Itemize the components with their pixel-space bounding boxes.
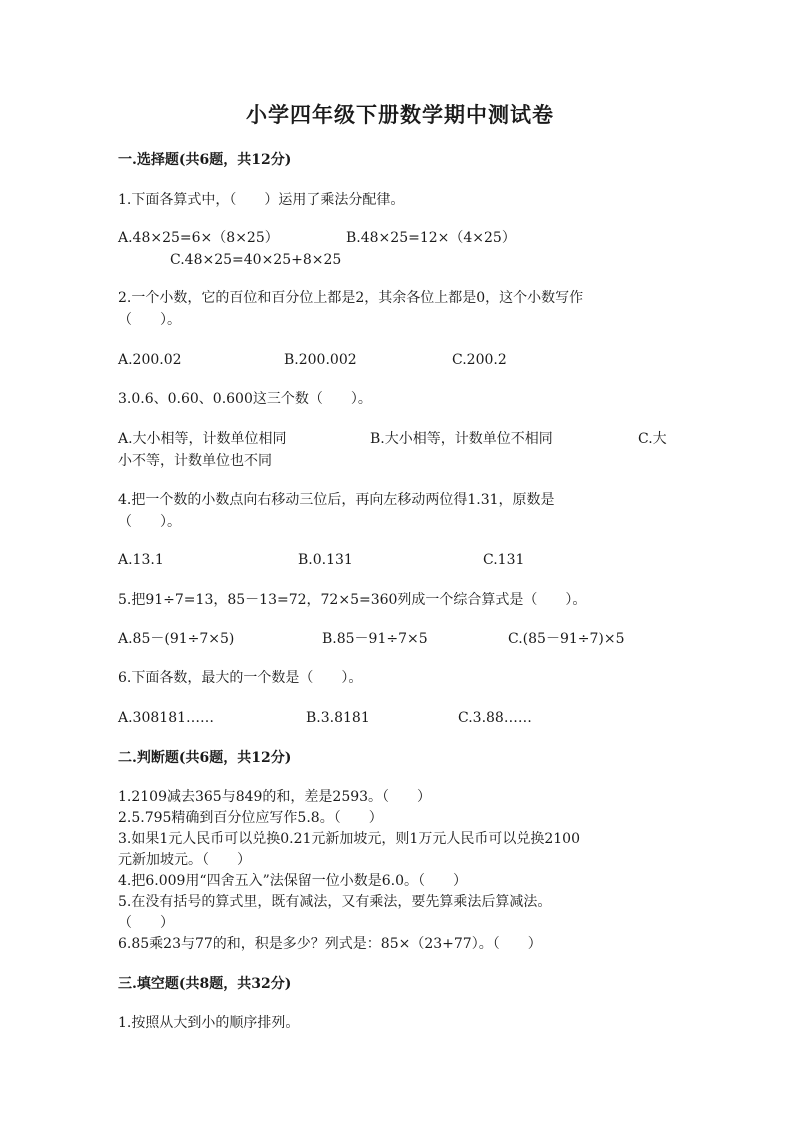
choice-q3-option-c: C.大 [638,431,667,447]
judge-q5-cont: （ ） [118,915,174,931]
choice-q4-option-c: C.131 [483,552,525,568]
choice-q5-option-b: B.85－91÷7×5 [322,631,428,647]
choice-q3-option-a: A.大小相等，计数单位相同 [118,431,287,447]
choice-q4-option-b: B.0.131 [298,552,353,568]
choice-q1-stem: 1.下面各算式中，（ ）运用了乘法分配律。 [118,192,405,208]
choice-q5-option-c: C.(85－91÷7)×5 [508,631,625,647]
judge-q3-cont: 元新加坡元。（ ） [118,852,251,868]
judge-q4: 4.把6.009用“四舍五入”法保留一位小数是6.0。（ ） [118,873,468,889]
choice-q3-option-b: B.大小相等，计数单位不相同 [370,431,553,447]
section-heading-choice: 一.选择题(共6题，共12分) [118,152,292,168]
section-heading-judge: 二.判断题(共6题，共12分) [118,750,292,766]
choice-q2-stem-cont: （ ）。 [118,312,181,328]
choice-q4-stem-cont: （ ）。 [118,514,181,530]
choice-q6-option-b: B.3.8181 [306,710,370,726]
choice-q4-option-a: A.13.1 [118,552,164,568]
judge-q5: 5.在没有括号的算式里，既有减法，又有乘法，要先算乘法后算减法。 [118,894,552,910]
choice-q6-option-a: A.308181…… [118,710,215,726]
choice-q2-option-a: A.200.02 [118,352,182,368]
judge-q1: 1.2109减去365与849的和，差是2593。（ ） [118,789,432,805]
judge-q3: 3.如果1元人民币可以兑换0.21元新加坡元，则1万元人民币可以兑换2100 [118,831,580,847]
choice-q5-option-a: A.85－(91÷7×5) [118,631,235,647]
judge-q6: 6.85乘23与77的和，积是多少？列式是：85×（23+77）。（ ） [118,936,542,952]
choice-q2-option-c: C.200.2 [452,352,507,368]
choice-q1-option-c: C.48×25=40×25+8×25 [170,252,342,268]
choice-q2-option-b: B.200.002 [284,352,357,368]
choice-q6-stem: 6.下面各数，最大的一个数是（ ）。 [118,670,363,686]
judge-q2: 2.5.795精确到百分位应写作5.8。（ ） [118,810,383,826]
choice-q3-option-c-cont: 小不等，计数单位也不同 [118,453,272,469]
fill-q1: 1.按照从大到小的顺序排列。 [118,1015,300,1031]
section-heading-fill: 三.填空题(共8题，共32分) [118,976,292,992]
choice-q5-stem: 5.把91÷7=13，85－13=72，72×5=360列成一个综合算式是（ ）。 [118,592,587,608]
page-title: 小学四年级下册数学期中测试卷 [246,102,554,127]
choice-q2-stem: 2.一个小数，它的百位和百分位上都是2，其余各位上都是0，这个小数写作 [118,290,584,306]
choice-q1-option-a: A.48×25=6×（8×25） [118,230,279,246]
choice-q1-option-b: B.48×25=12×（4×25） [346,230,516,246]
choice-q3-stem: 3.0.6、0.60、0.600这三个数（ ）。 [118,391,372,407]
choice-q6-option-c: C.3.88…… [458,710,532,726]
choice-q4-stem: 4.把一个数的小数点向右移动三位后，再向左移动两位得1.31，原数是 [118,492,555,508]
